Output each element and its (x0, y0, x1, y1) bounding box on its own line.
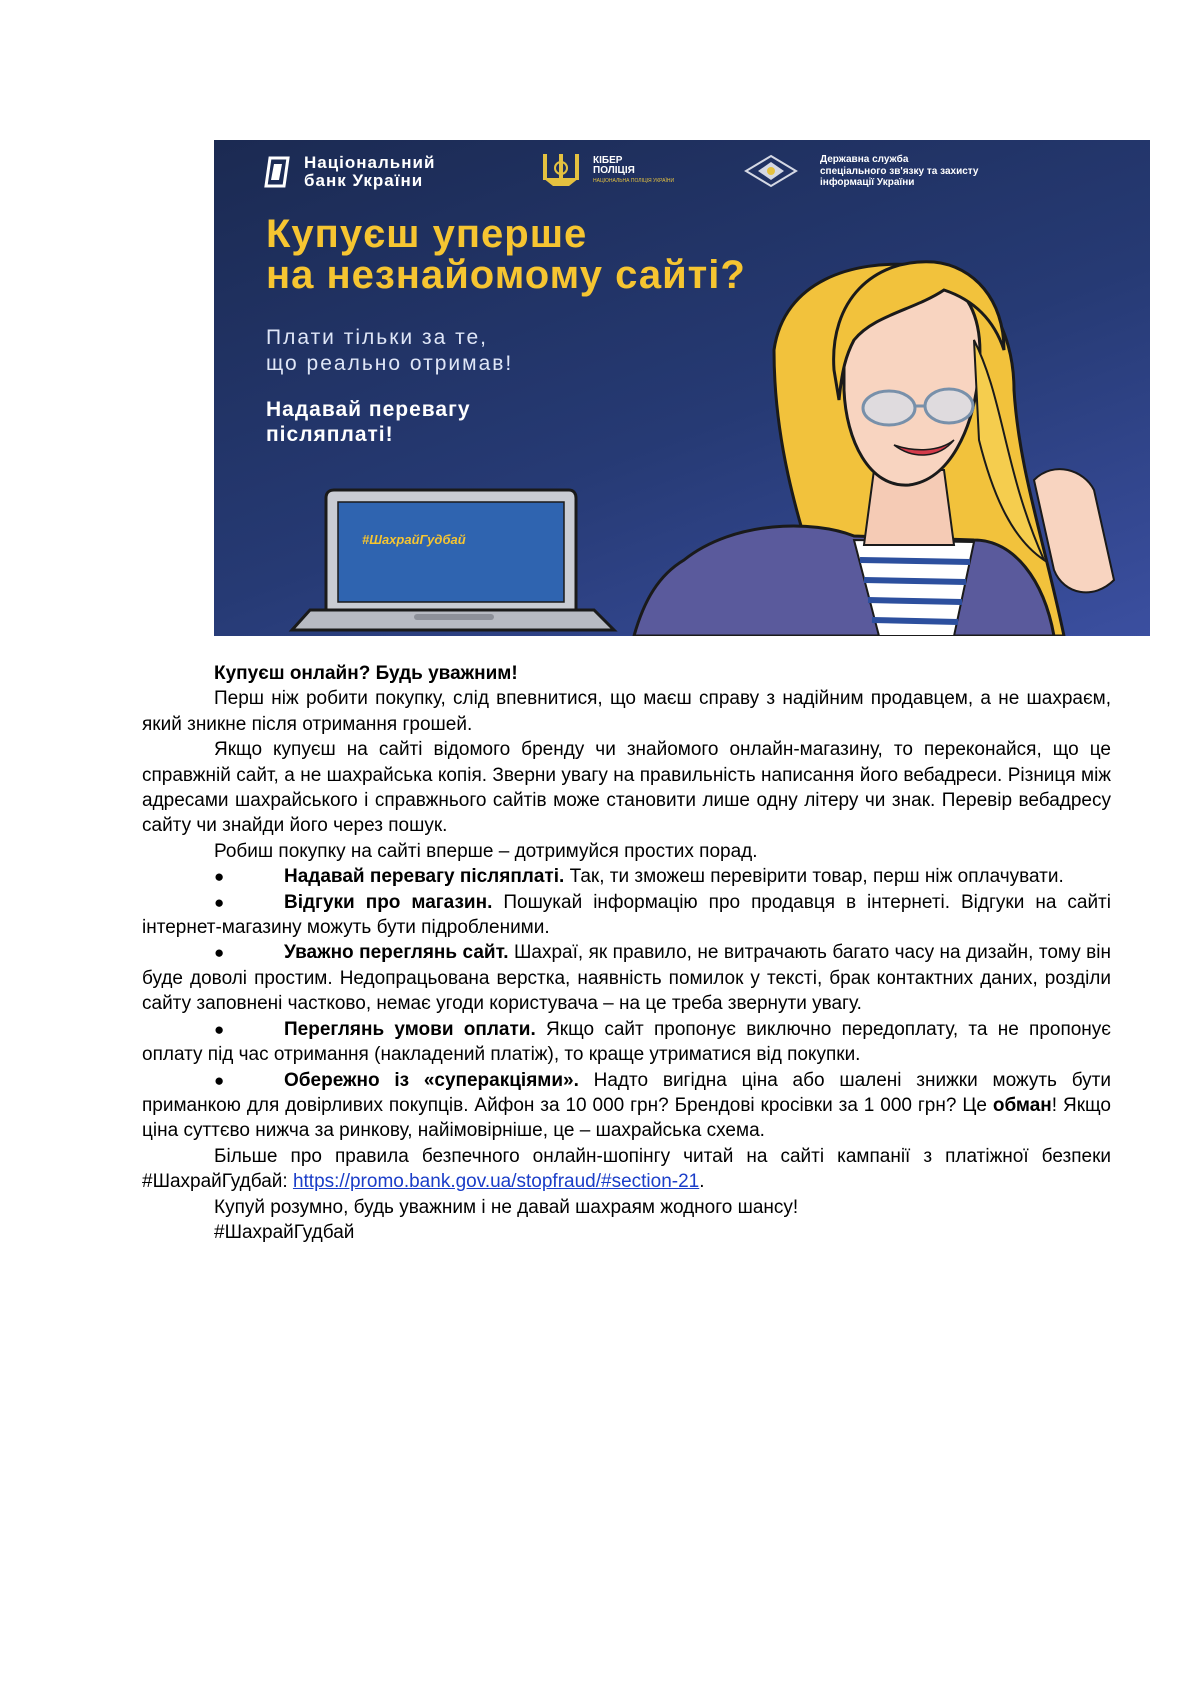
list-item (142, 1017, 1111, 1068)
nbu-name-line1: Національний (304, 153, 436, 172)
nbu-emblem-icon (262, 156, 292, 188)
cyber-name-line1: КІБЕР (593, 154, 623, 166)
banner-emphasis-line1: Надавай перевагу (266, 398, 471, 421)
more-info-text: Більше про правила безпечного онлайн-шопінгу читай на сайті кампанії з платіжної безпеки #ШахрайГудбай: (142, 1145, 1111, 1193)
campaign-banner (214, 140, 1150, 636)
list-item (142, 864, 1111, 889)
banner-emphasis-line2: післяплаті! (266, 423, 394, 446)
list-item (142, 890, 1111, 941)
paragraph-tips-lead: Робиш покупку на сайті вперше – дотримуйся простих порад. (214, 840, 758, 862)
banner-subtitle-line1: Плати тільки за те, (266, 326, 489, 349)
paragraph-more-info (142, 1144, 1111, 1195)
dss-name-line3: інформації України (820, 177, 915, 188)
list-item-heading: Уважно переглянь сайт. (284, 942, 509, 964)
list-item-heading: Відгуки про магазин. (284, 891, 493, 913)
article-body (142, 661, 1111, 1245)
nbu-logo (262, 154, 435, 190)
list-item-text: Шахраї, як правило, не витрачають багато часу на дизайн, тому він буде доволі простим. Недопрацьована верстка, наявність помилок у тексті, брак контактних даних, розділи сайту заповнені частково, немає угоди користувача – на це треба звернути увагу. (142, 942, 1111, 1015)
bullet-icon: ● (214, 1019, 225, 1039)
bullet-icon: ● (214, 867, 225, 887)
dss-emblem-icon (744, 154, 798, 188)
paragraph-intro: Перш ніж робити покупку, слід впевнитися, що маєш справу з надійним продавцем, а не шахраєм, який зникне після отримання грошей. (142, 688, 1111, 735)
fraud-word: обман (992, 1094, 1052, 1116)
cyber-police-logo (539, 152, 674, 188)
list-item-heading: Обережно із «суперакціями». (284, 1069, 579, 1091)
cyber-subtitle: НАЦІОНАЛЬНА ПОЛІЦІЯ УКРАЇНИ (593, 177, 675, 184)
list-item-heading: Надавай перевагу післяплаті. (284, 866, 565, 888)
laptop-screen-hashtag: #ШахрайГудбай (362, 532, 466, 547)
bullet-icon: ● (214, 943, 225, 963)
dss-logo (744, 154, 978, 189)
bullet-icon: ● (214, 1070, 225, 1090)
trident-icon (539, 152, 583, 188)
dss-name-line2: спеціального зв'язку та захисту (820, 165, 979, 177)
campaign-link[interactable]: https://promo.bank.gov.ua/stopfraud/#section-21 (292, 1171, 700, 1193)
more-info-end: . (699, 1171, 705, 1193)
nbu-name-line2: банк України (304, 170, 424, 190)
banner-headline-line2: на незнайомому сайті? (266, 253, 746, 297)
article-title: Купуєш онлайн? Будь уважним! (214, 663, 518, 684)
list-item-text: Так, ти зможеш перевірити товар, перш ніж оплачувати. (564, 866, 1064, 888)
cyber-name-line2: ПОЛІЦІЯ (593, 165, 635, 177)
list-item-text-end: ! Якщо ціна суттєво нижча за ринкову, найімовірніше, це – шахрайська схема. (142, 1094, 1111, 1142)
closing-hashtag: #ШахрайГудбай (214, 1221, 355, 1243)
list-item-text: Якщо сайт пропонує виключно передоплату, та не пропонує оплату під час отримання (накладений платіж), то краще утриматися від покупки. (142, 1018, 1111, 1066)
list-item (142, 940, 1111, 1016)
banner-headline-line1: Купуєш уперше (266, 212, 588, 256)
list-item-text: Надто вигідна ціна або шалені знижки можуть бути приманкою для довірливих покупців. Айфон за 10 000 грн? Брендові кросівки за 1 000 грн? Це (142, 1069, 1111, 1116)
list-item-heading: Переглянь умови оплати. (284, 1018, 536, 1040)
banner-subtitle-line2: що реально отримав! (266, 352, 514, 375)
paragraph-closing: Купуй розумно, будь уважним і не давай шахраям жодного шансу! (214, 1196, 799, 1218)
bullet-icon: ● (214, 892, 225, 912)
dss-name-line1: Державна служба (820, 154, 909, 165)
paragraph-brand-check: Якщо купуєш на сайті відомого бренду чи знайомого онлайн-магазину, то переконайся, що це справжній сайт, а не шахрайська копія. Зверни увагу на правильність написання його вебадреси. Різниця між адресами шахрайського і справжнього сайтів може становити лише одну літеру чи знак. Перевір вебадресу сайту чи знайди його через пошук. (142, 739, 1111, 837)
list-item-text: Пошукай інформацію про продавця в інтернеті. Відгуки на сайті інтернет-магазину можуть бути підробленими. (142, 891, 1111, 939)
list-item (142, 1068, 1111, 1144)
